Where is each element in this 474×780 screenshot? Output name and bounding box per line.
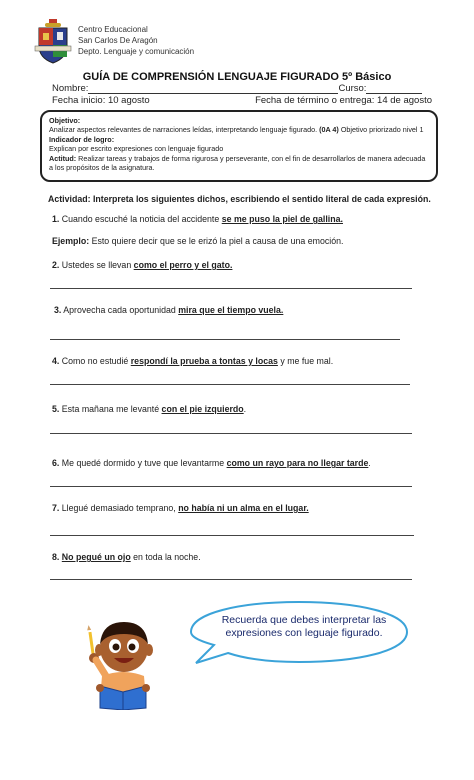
school-crest-icon	[34, 18, 72, 64]
activity-instruction: Actividad: Interpreta los siguientes dichos, escribiendo el sentido literal de cada expresión.	[48, 194, 431, 204]
question-text: Me quedé dormido y tuve que levantarme	[59, 458, 227, 468]
question-number: 3.	[54, 305, 62, 315]
question-2	[52, 260, 432, 270]
name-label: Nombre:	[52, 83, 89, 94]
objective-box	[40, 110, 438, 182]
question-8	[52, 552, 432, 562]
question-5	[52, 404, 432, 414]
question-expression: respondí la prueba a tontas y locas	[130, 356, 278, 366]
answer-line[interactable]	[50, 433, 412, 434]
question-number: 5.	[52, 404, 60, 414]
question-number: 7.	[52, 503, 60, 513]
question-3	[54, 305, 434, 315]
indicator-label: Indicador de logro:	[49, 134, 115, 144]
name-course-row	[52, 83, 422, 94]
objective-label: Objetivo:	[49, 116, 81, 125]
question-expression: con el pie izquierdo	[161, 404, 244, 414]
school-info	[78, 24, 194, 57]
kid-reading-icon	[84, 616, 162, 710]
question-number: 8.	[52, 552, 60, 562]
question-tail: en toda la noche.	[130, 552, 201, 562]
example	[52, 236, 432, 246]
question-4	[52, 356, 432, 366]
question-expression: No pegué un ojo	[61, 552, 131, 562]
start-date: Fecha inicio: 10 agosto	[52, 95, 150, 106]
question-expression: mira que el tiempo vuela.	[178, 305, 284, 315]
indicator-text: Explican por escrito expresiones con lenguaje figurado	[49, 144, 224, 154]
answer-line[interactable]	[50, 486, 412, 487]
dates-row	[52, 95, 432, 106]
answer-line[interactable]	[50, 579, 412, 580]
question-tail: .	[368, 458, 371, 468]
course-field[interactable]	[366, 83, 422, 94]
end-date: Fecha de término o entrega: 14 de agosto	[255, 95, 432, 106]
objective-code: (0A 4)	[319, 125, 339, 135]
question-6	[52, 458, 432, 468]
objective-suffix: Objetivo priorizado nivel 1	[340, 125, 424, 135]
attitude-label: Actitud:	[49, 153, 77, 163]
answer-line[interactable]	[50, 384, 410, 385]
question-expression: como un rayo para no llegar tarde	[226, 458, 369, 468]
school-line: Depto. Lenguaje y comunicación	[78, 47, 195, 56]
question-text: Como no estudié	[59, 356, 131, 366]
question-text: Ustedes se llevan	[59, 260, 134, 270]
example-label: Ejemplo:	[52, 236, 90, 246]
question-number: 2.	[52, 260, 60, 270]
question-text: Esta mañana me levanté	[59, 404, 162, 414]
course-label: Curso:	[338, 83, 367, 94]
question-expression: como el perro y el gato.	[133, 260, 233, 270]
school-line: San Carlos De Aragón	[78, 36, 158, 45]
answer-line[interactable]	[50, 288, 412, 289]
question-expression: se me puso la piel de gallina.	[221, 214, 343, 224]
question-number: 1.	[52, 214, 60, 224]
school-line: Centro Educacional	[78, 25, 148, 34]
answer-line[interactable]	[50, 535, 414, 536]
question-7	[52, 503, 432, 513]
question-text: Llegué demasiado temprano,	[59, 503, 179, 513]
attitude-text: Realizar tareas y trabajos de forma rigurosa y perseverante, con el fin de desarrollarlos de manera adecuada a los propósitos de la asignatura.	[49, 153, 426, 173]
answer-line[interactable]	[50, 339, 400, 340]
objective-text: Analizar aspectos relevantes de narraciones leídas, interpretando lenguaje figurado.	[49, 125, 318, 135]
reminder-text: Recuerda que debes interpretar las expresiones con leguaje figurado.	[221, 614, 387, 639]
question-expression: no había ni un alma en el lugar.	[178, 503, 309, 513]
page-title: GUÍA DE COMPRENSIÓN LENGUAJE FIGURADO 5º Básico	[82, 71, 392, 83]
question-1	[52, 214, 432, 224]
name-field[interactable]	[88, 83, 338, 94]
example-text: Esto quiere decir que se le erizó la piel a causa de una emoción.	[89, 236, 344, 246]
question-text: Cuando escuché la noticia del accidente	[59, 214, 222, 224]
question-number: 6.	[52, 458, 60, 468]
question-tail: .	[243, 404, 247, 414]
question-tail: y me fue mal.	[277, 356, 334, 366]
question-text: Aprovecha cada oportunidad	[61, 305, 179, 315]
question-number: 4.	[52, 356, 60, 366]
